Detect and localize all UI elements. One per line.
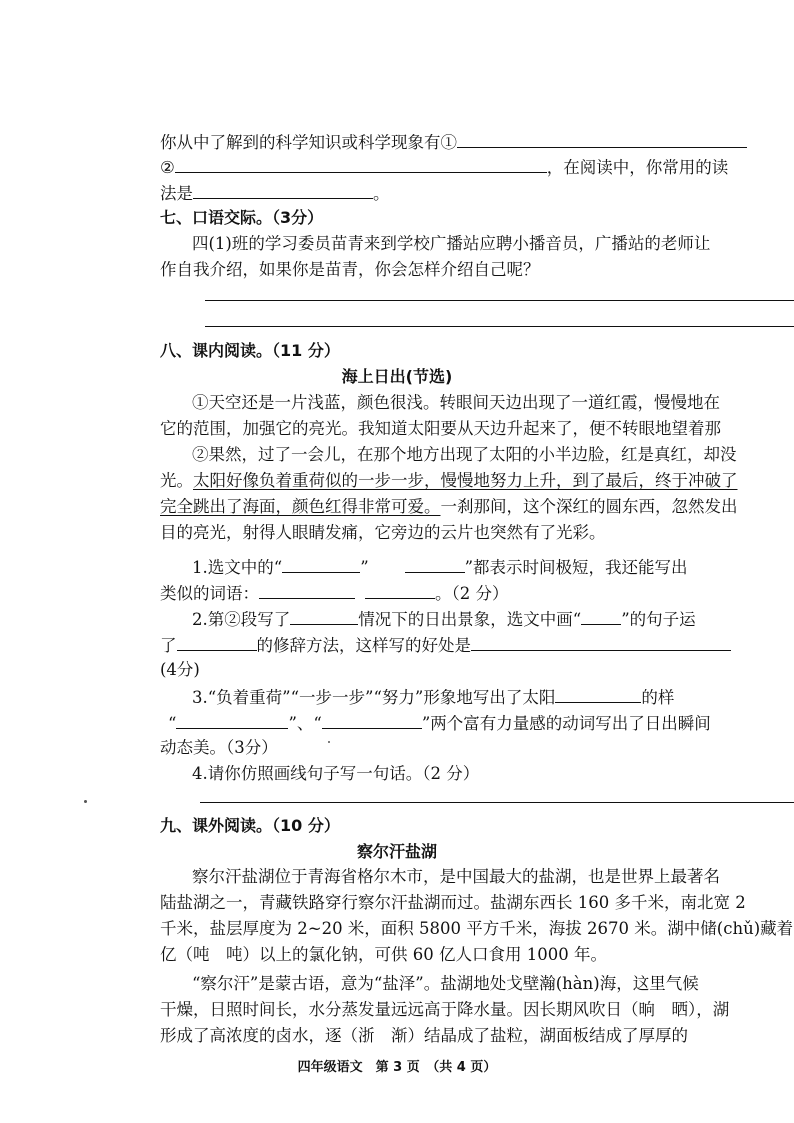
passage-line: 干燥，日照时间长，水分蒸发量远远高于降水量。因长期风吹日（晌 晒），湖 (160, 1000, 730, 1019)
answer-blank[interactable] (471, 633, 731, 651)
question-text: 1.选文中的“ (192, 558, 283, 577)
answer-blank[interactable] (282, 555, 360, 573)
question-text: 情况下的日出景象，选文中画“ (358, 610, 582, 629)
question-text: ”都表示时间极短，我还能写出 (464, 558, 688, 577)
answer-blank[interactable] (457, 130, 747, 148)
passage-line: ①天空还是一片浅蓝，颜色很浅。转眼间天边出现了一道红霞，慢慢地在 (192, 393, 720, 412)
answer-line[interactable] (205, 300, 794, 301)
q8-heading: 八、课内阅读。（11 分） (160, 341, 340, 360)
q8-sub-3-line-3: 动态美。（3分） (160, 738, 278, 757)
q8-sub-2-line-1 (192, 607, 696, 631)
q8-sub-2-line-3: (4分) (160, 660, 200, 679)
circled-number: ② (160, 158, 175, 177)
answer-blank[interactable] (177, 633, 257, 651)
question-text: 类似的词语： (160, 584, 259, 603)
passage-line: ②果然，过了一会儿，在那个地方出现了太阳的小半边脸，红是真红，却没 (192, 445, 737, 464)
q8-sub-2-line-2 (160, 633, 731, 657)
question-text: ” (360, 558, 369, 577)
q6-line-2 (160, 155, 728, 179)
answer-blank[interactable] (581, 607, 621, 625)
q6-line-1 (160, 130, 747, 154)
passage-line: 千米，盐层厚度为 2~20 米，面积 5800 平方千米，海拔 2670 米。湖中储(chǔ)藏着 (160, 919, 794, 938)
q7-heading: 七、口语交际。（3分） (160, 208, 324, 227)
q6-prompt-text: 。 (373, 184, 390, 203)
q8-sub-1-line-1 (192, 555, 688, 579)
question-text: 3.“负着重荷”“一步一步”“努力”形象地写出了太阳 (192, 688, 556, 707)
answer-blank[interactable] (259, 581, 355, 599)
passage-line (160, 470, 738, 492)
q6-prompt-text: 你从中了解到的科学知识或科学现象有① (160, 133, 457, 152)
passage-line: 亿（吨 吨）以上的氯化钠，可供 60 亿人口食用 1000 年。 (160, 945, 607, 964)
passage-line: 察尔汗盐湖位于青海省格尔木市，是中国最大的盐湖，也是世界上最著名 (192, 867, 720, 886)
q6-line-3 (160, 181, 390, 205)
q7-text-line-2: 作自我介绍，如果你是苗青，你会怎样介绍自己呢？ (160, 260, 540, 279)
underlined-sentence: 太阳好像负着重荷似的一步一步，慢慢地努力上升，到了最后，终于冲破了 (193, 471, 738, 490)
q8-sub-3-line-2 (168, 711, 711, 735)
answer-line[interactable] (205, 326, 794, 327)
q6-prompt-text: 法是 (160, 184, 193, 203)
page-footer: 四年级语文 第 3 页 （共 4 页） (297, 1060, 497, 1075)
q8-sub-4-line-1: 4.请你仿照画线句子写一句话。（2 分） (192, 764, 480, 783)
answer-blank[interactable] (555, 685, 641, 703)
question-text: 2.第②段写了 (192, 610, 291, 629)
passage-text: 一刹那间，这个深红的圆东西，忽然发出 (440, 497, 738, 516)
question-text: 了 (160, 636, 177, 655)
answer-blank[interactable] (405, 555, 465, 573)
question-text: 的修辞方法，这样写的好处是 (256, 636, 471, 655)
answer-blank[interactable] (176, 711, 288, 729)
q9-heading: 九、课外阅读。（10 分） (160, 816, 340, 835)
question-text: 的样 (641, 688, 675, 707)
question-text: ”两个富有力量感的动词写出了日出瞬间 (421, 714, 711, 733)
answer-blank[interactable] (365, 581, 435, 599)
question-text: “ (168, 714, 177, 733)
q7-text-line-1: 四(1)班的学习委员苗青来到学校广播站应聘小播音员，广播站的老师让 (192, 234, 711, 253)
underlined-sentence: 完全跳出了海面，颜色红得非常可爱。 (160, 497, 441, 516)
passage-title: 察尔汗盐湖 (356, 842, 437, 861)
answer-blank[interactable] (290, 607, 358, 625)
passage-title: 海上日出(节选) (341, 367, 453, 386)
q8-sub-3-line-1 (192, 685, 674, 709)
scan-speck (328, 741, 330, 743)
q8-sub-1-line-2 (160, 581, 509, 605)
passage-text: 光。 (160, 471, 193, 490)
question-text: ”的句子运 (621, 610, 696, 629)
answer-blank[interactable] (322, 711, 422, 729)
passage-line: 形成了高浓度的卤水，逐（浙 渐）结晶成了盐粒，湖面板结成了厚厚的 (160, 1026, 688, 1045)
passage-line: “察尔汗”是蒙古语，意为“盐泽”。盐湖地处戈壁瀚(hàn)海，这里气候 (192, 974, 699, 993)
answer-blank[interactable] (175, 155, 547, 173)
q6-prompt-text: ，在阅读中，你常用的读 (546, 158, 729, 177)
passage-line: 目的亮光，射得人眼睛发痛，它旁边的云片也突然有了光彩。 (160, 523, 606, 542)
answer-blank[interactable] (193, 181, 373, 199)
answer-line[interactable] (200, 802, 794, 803)
passage-line (160, 496, 738, 518)
question-text: 。（2 分） (435, 584, 509, 603)
scan-speck (84, 800, 87, 803)
passage-line: 陆盐湖之一，青藏铁路穿行察尔汗盐湖而过。盐湖东西长 160 多千米，南北宽 2 (160, 893, 746, 912)
question-text: ”、“ (288, 714, 322, 733)
passage-line: 它的范围，加强它的亮光。我知道太阳要从天边升起来了，便不转眼地望着那 (160, 419, 721, 438)
